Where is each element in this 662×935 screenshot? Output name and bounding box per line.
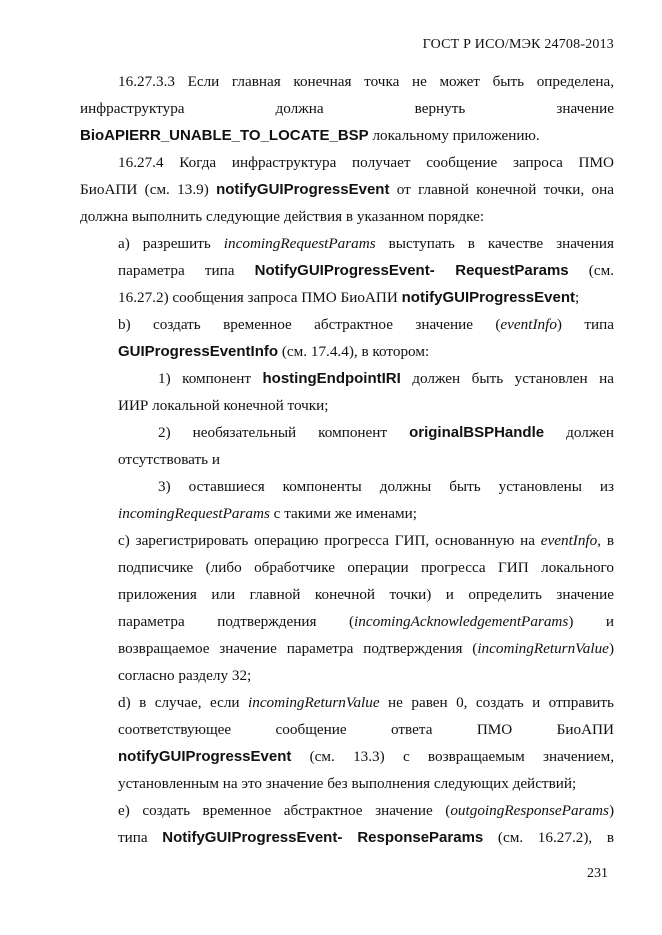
- text-run: должен быть установлен на: [400, 370, 615, 387]
- text-line: [118, 500, 614, 527]
- text-run: ;: [575, 289, 580, 306]
- text-line: [118, 257, 614, 284]
- list-item-d: [118, 689, 614, 797]
- text-run: , в: [597, 532, 615, 549]
- text-line: 16.27.4 Когда инфраструктура получает сообщение запроса ПМО: [118, 154, 614, 171]
- text-line: [118, 743, 614, 770]
- param-name: incomingAcknowledgementParams: [354, 613, 569, 630]
- param-name: eventInfo: [500, 316, 557, 333]
- text-line: [118, 635, 614, 662]
- text-line: [118, 311, 614, 338]
- text-line: [118, 230, 614, 257]
- param-name: incomingReturnValue: [477, 640, 609, 657]
- text-line: 3) оставшиеся компоненты должны быть установлены из: [158, 478, 614, 495]
- text-run: ): [608, 802, 614, 819]
- message-name: notifyGUIProgressEvent: [216, 181, 390, 198]
- error-code: BioAPIERR_UNABLE_TO_LOCATE_BSP: [80, 127, 369, 144]
- param-name: incomingReturnValue: [248, 694, 380, 711]
- text-run: параметра подтверждения (: [118, 613, 355, 630]
- paragraph-16-27-4: [80, 149, 614, 230]
- text-line: 16.27.3.3 Если главная конечная точка не может быть определена,: [118, 73, 614, 90]
- message-name: notifyGUIProgressEvent: [401, 289, 575, 306]
- text-line: [118, 689, 614, 716]
- text-run: должен: [544, 424, 614, 441]
- text-line: [118, 527, 614, 554]
- type-name: NotifyGUIProgressEvent- RequestParams: [254, 262, 569, 279]
- text-run: ) и: [568, 613, 614, 630]
- text-run: e) создать временное абстрактное значение (: [118, 802, 451, 819]
- text-line: приложения или главной конечной точки) и определить значение: [118, 586, 614, 603]
- message-name: notifyGUIProgressEvent: [118, 748, 292, 765]
- component-name: originalBSPHandle: [409, 424, 545, 441]
- page-number: 231: [587, 866, 608, 881]
- text-line: [80, 176, 614, 203]
- text-line: [118, 797, 614, 824]
- param-name: eventInfo: [540, 532, 598, 549]
- text-run: выступать в качестве значения: [375, 235, 614, 252]
- text-line: [118, 338, 614, 365]
- text-run: (см. 16.27.2), в: [483, 829, 615, 846]
- text-line: [118, 608, 614, 635]
- sub-item-1: [118, 365, 614, 419]
- text-line: [118, 419, 614, 446]
- text-line: отсутствовать и: [118, 451, 221, 468]
- text-run: (см. 17.4.4), в котором:: [278, 343, 430, 360]
- text-run: параметра типа: [118, 262, 255, 279]
- text-run: d) в случае, если: [118, 694, 248, 711]
- paragraph-16-27-3-3: [80, 68, 614, 149]
- text-line: согласно разделу 32;: [118, 667, 252, 684]
- text-run: не равен 0, создать и отправить: [379, 694, 614, 711]
- param-name: outgoingResponseParams: [450, 802, 609, 819]
- document-body: [80, 68, 614, 851]
- text-run: 16.27.2) сообщения запроса ПМО БиоАПИ: [118, 289, 402, 306]
- text-run: (см. 13.3) с возвращаемым значением,: [291, 748, 614, 765]
- page-header: ГОСТ Р ИСО/МЭК 24708-2013: [422, 37, 614, 52]
- text-run: ): [608, 640, 614, 657]
- text-line: соответствующее сообщение ответа ПМО БиоАПИ: [118, 721, 614, 738]
- param-name: incomingRequestParams: [223, 235, 376, 252]
- param-name: incomingRequestParams: [118, 505, 270, 522]
- text-run: а) разрешить: [118, 235, 224, 252]
- text-line: ИИР локальной конечной точки;: [118, 397, 329, 414]
- text-line: установленным на это значение без выполнения следующих действий;: [118, 775, 577, 792]
- component-name: hostingEndpointIRI: [262, 370, 401, 387]
- text-run: 1) компонент: [158, 370, 263, 387]
- text-run: (см.: [568, 262, 614, 279]
- text-run: локальному приложению.: [368, 127, 540, 144]
- text-run: b) создать временное абстрактное значение (: [118, 316, 501, 333]
- sub-item-3: [118, 473, 614, 527]
- type-name: NotifyGUIProgressEvent- ResponseParams: [162, 829, 484, 846]
- list-item-b: [118, 311, 614, 365]
- text-line: [118, 284, 614, 311]
- list-item-e: [118, 797, 614, 851]
- text-run: типа: [118, 829, 163, 846]
- text-line: подписчике (либо обработчике операции прогресса ГИП локального: [118, 559, 614, 576]
- sub-item-2: [118, 419, 614, 473]
- text-run: БиоАПИ (см. 13.9): [80, 181, 217, 198]
- list-item-c: [118, 527, 614, 689]
- text-line: [80, 122, 614, 149]
- text-line: [118, 824, 614, 851]
- text-line: должна выполнить следующие действия в указанном порядке:: [80, 208, 485, 225]
- text-run: 2) необязательный компонент: [158, 424, 410, 441]
- type-name: GUIProgressEventInfo: [118, 343, 279, 360]
- text-line: [118, 365, 614, 392]
- text-run: с такими же именами;: [269, 505, 417, 522]
- text-run: ) типа: [556, 316, 614, 333]
- text-run: от главной конечной точки, она: [389, 181, 614, 198]
- text-line: инфраструктура должна вернуть значение: [80, 100, 614, 117]
- text-run: возвращаемое значение параметра подтверждения (: [118, 640, 478, 657]
- list-item-a: [118, 230, 614, 311]
- text-run: c) зарегистрировать операцию прогресса ГИП, основанную на: [118, 532, 541, 549]
